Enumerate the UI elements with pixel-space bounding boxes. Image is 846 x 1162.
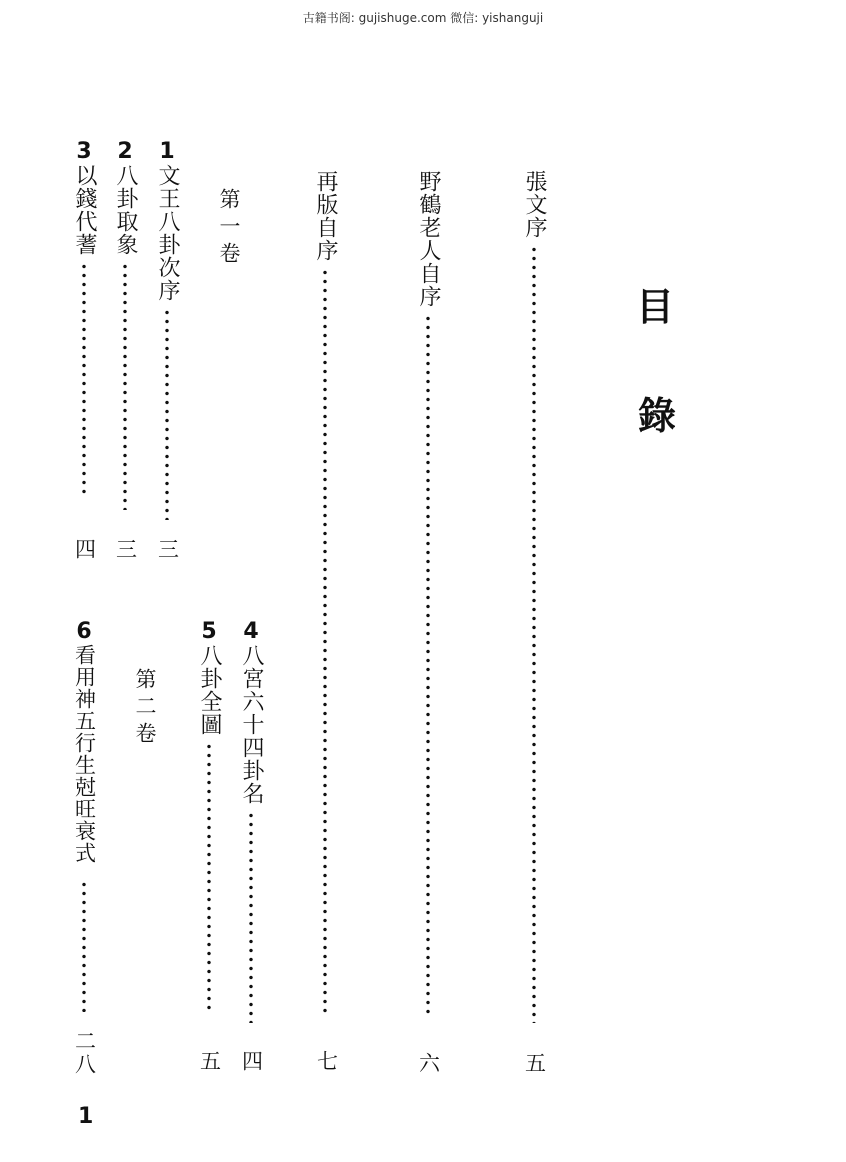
leader-dots [82,880,86,1012]
page-number: 五 [522,1052,547,1075]
page-number: 四 [72,538,97,561]
leader-dots [532,245,536,1023]
entry-number: 4 [243,619,259,644]
page-number: 二八 [72,1030,97,1076]
entry-title: 張文序 [522,170,547,239]
page-number: 四 [239,1050,264,1073]
toc-entry [111,140,139,510]
leader-dots [249,811,253,1023]
toc-entry [70,140,98,498]
entry-title: 看用神五行生尅旺衰式 [72,644,97,864]
toc-entry [195,620,223,1014]
toc-entry [70,620,98,1012]
folio-number: 1 [78,1104,94,1129]
entry-title: 八卦取象 [113,164,138,256]
page-number: 三 [113,538,138,561]
page-number: 六 [416,1052,441,1075]
page-number: 五 [197,1050,222,1073]
leader-dots [207,742,211,1014]
toc-entry [153,140,181,520]
leader-dots [323,268,327,1016]
page-number: 三 [155,538,180,561]
entry-title: 再版自序 [313,170,338,262]
title-mu: 目 [635,285,675,329]
volume-heading: 第一卷 [217,188,241,269]
toc-entry [237,620,265,1023]
entry-number: 3 [76,139,92,164]
toc-entry-reprint-preface [311,170,339,1016]
page-number: 七 [314,1050,339,1073]
entry-title: 八宮六十四卦名 [239,644,264,805]
title-lu: 錄 [637,394,677,438]
entry-title: 野鶴老人自序 [416,170,441,308]
leader-dots [82,262,86,498]
volume-heading: 第二卷 [133,668,157,749]
entry-title: 以錢代蓍 [72,164,97,256]
toc-entry-zhang-preface [520,170,548,1023]
entry-title: 文王八卦次序 [155,164,180,302]
entry-number: 1 [159,139,175,164]
entry-number: 6 [76,619,92,644]
leader-dots [123,262,127,510]
entry-number: 2 [117,139,133,164]
leader-dots [426,314,430,1014]
leader-dots [165,308,169,520]
entry-title: 八卦全圖 [197,644,222,736]
toc-entry-yehe-preface [414,170,442,1014]
entry-number: 5 [201,619,217,644]
watermark: 古籍书阁: gujishuge.com 微信: yishanguji [302,11,544,25]
